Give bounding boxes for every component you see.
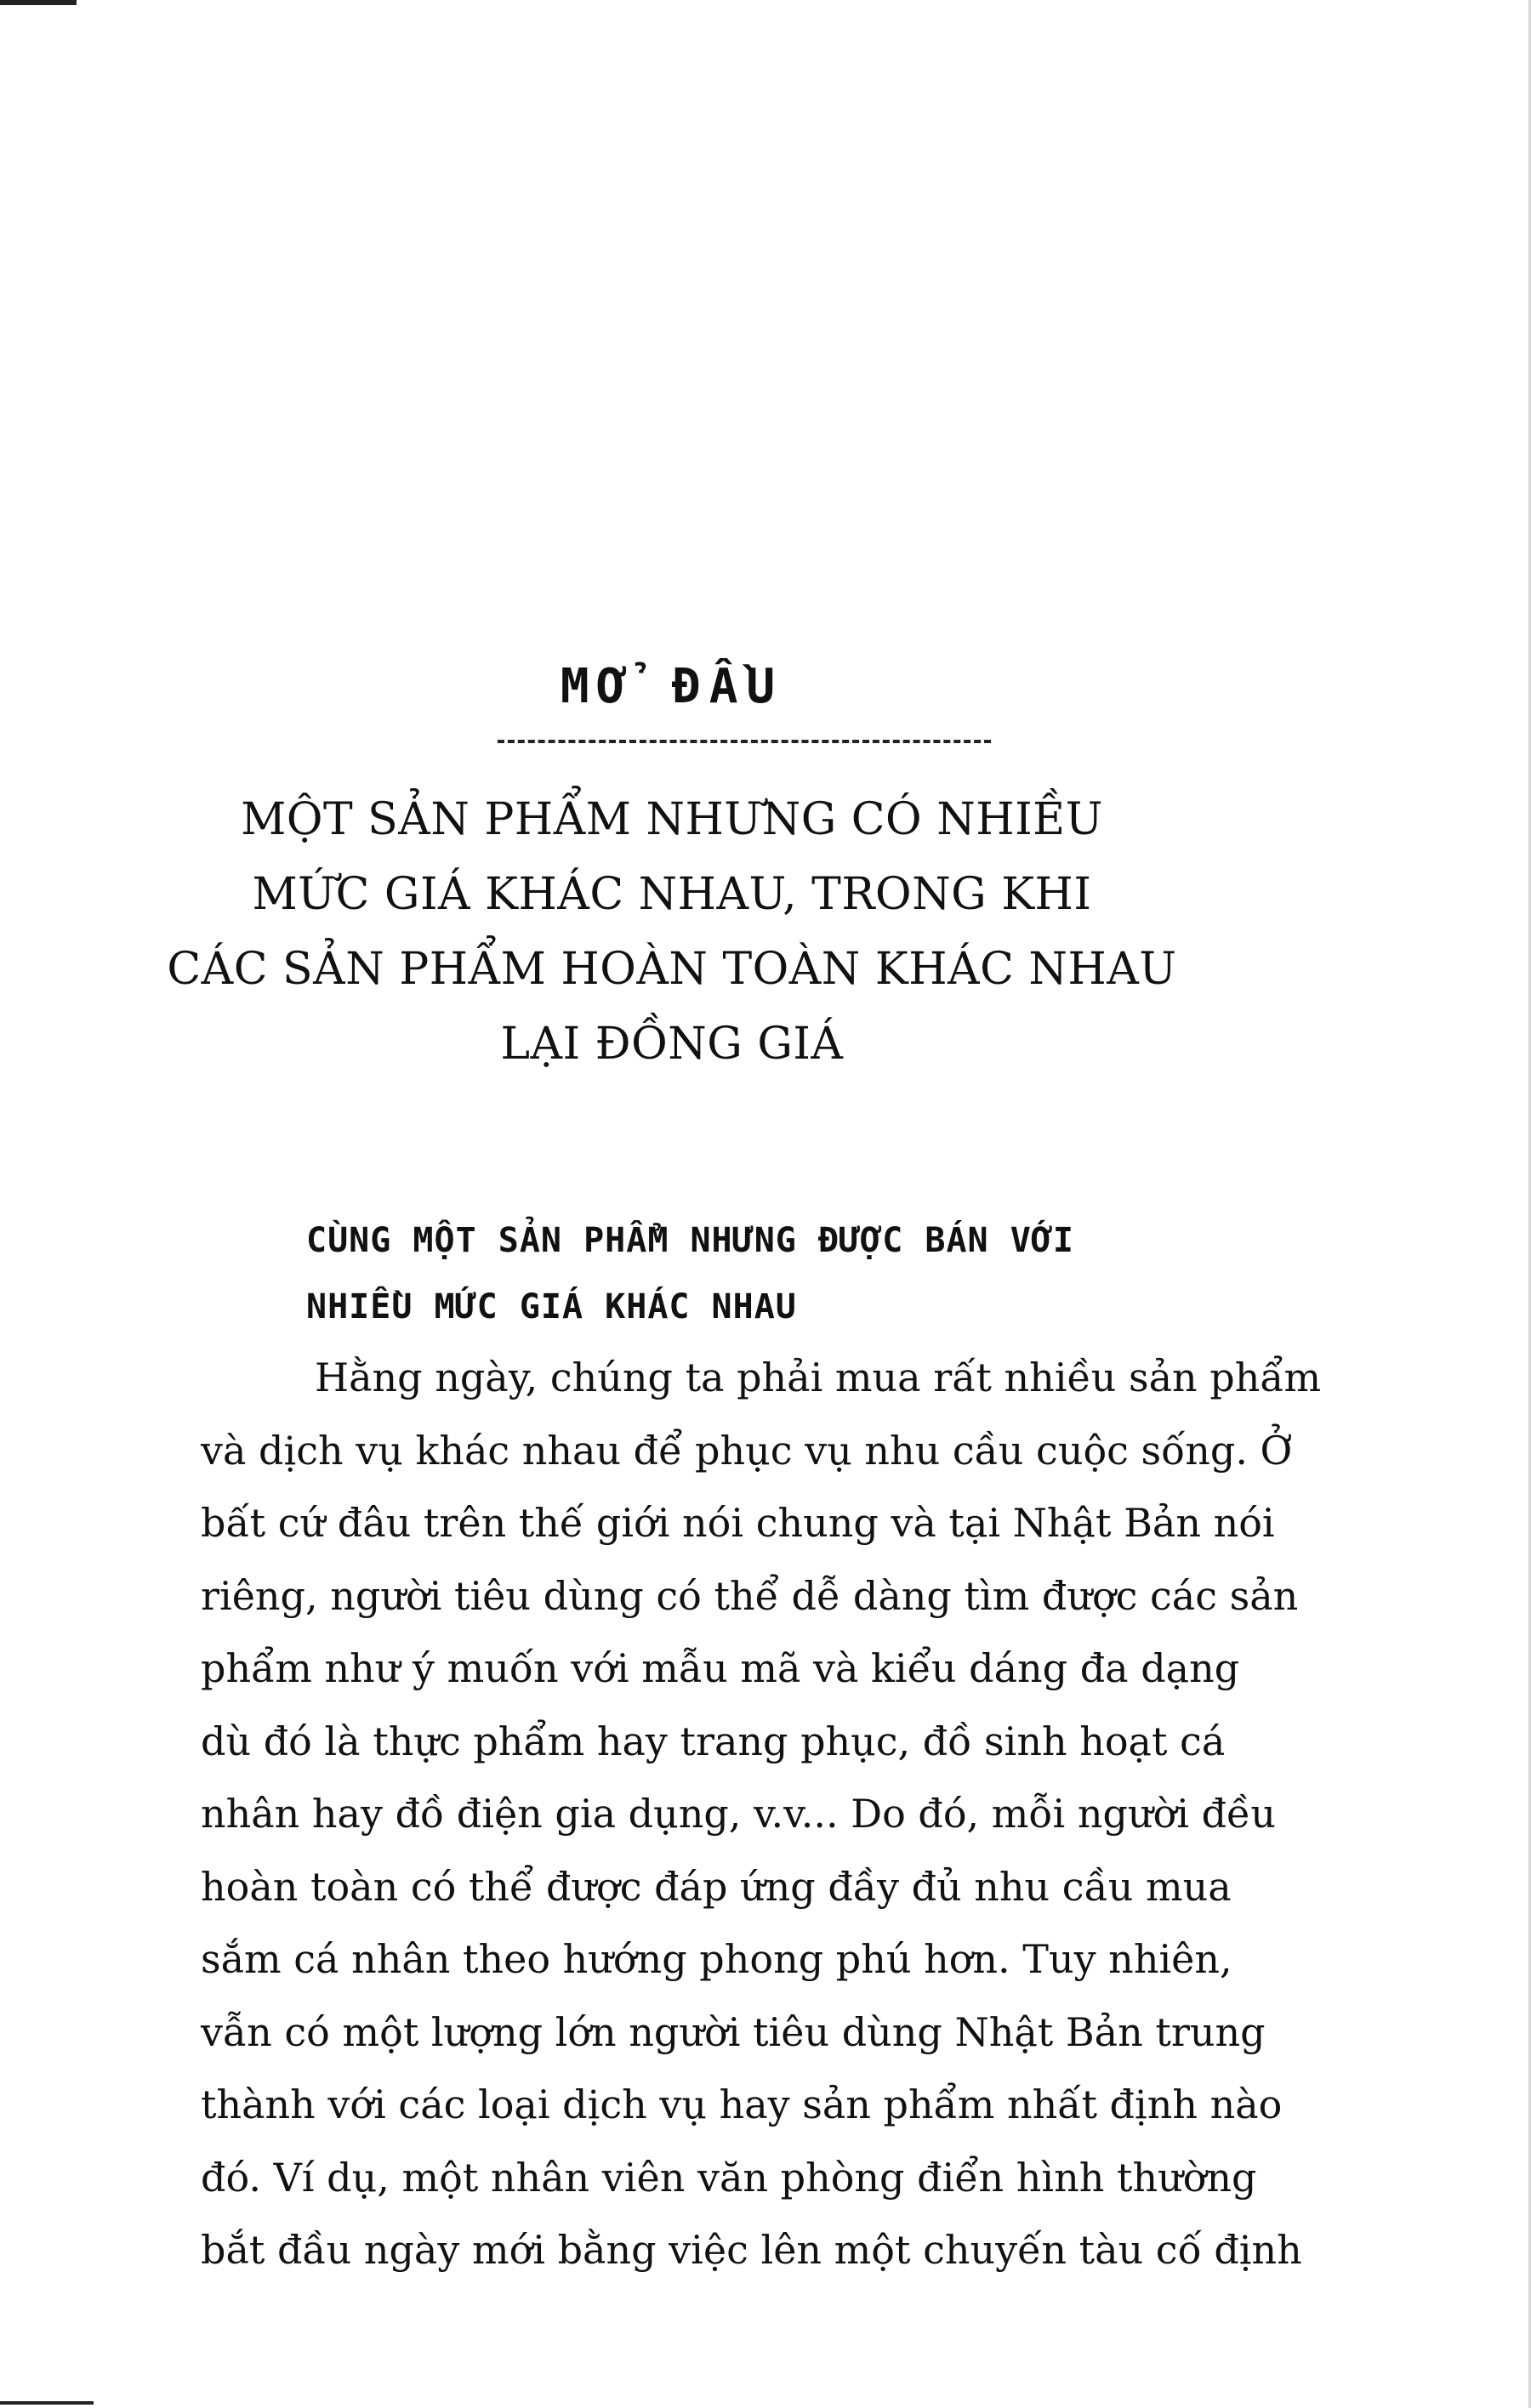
body-line: Hằng ngày, chúng ta phải mua rất nhiều sản phẩm xyxy=(315,1354,1322,1400)
chapter-title-line: LẠI ĐỒNG GIÁ xyxy=(500,1019,844,1070)
body-line: sắm cá nhân theo hướng phong phú hơn. Tuy nhiên, xyxy=(201,1936,1232,1982)
body-line: phẩm như ý muốn với mẫu mã và kiểu dáng đa dạng xyxy=(201,1645,1240,1691)
chapter-title-line: MỨC GIÁ KHÁC NHAU, TRONG KHI xyxy=(252,869,1092,920)
scan-edge-mark-bottom xyxy=(0,2401,94,2405)
dashed-divider xyxy=(498,740,991,743)
body-paragraph xyxy=(201,1342,1322,2287)
body-line: riêng, người tiêu dùng có thể dễ dàng tìm được các sản xyxy=(201,1572,1299,1619)
chapter-title xyxy=(136,782,1208,1082)
chapter-title-line: CÁC SẢN PHẨM HOÀN TOÀN KHÁC NHAU xyxy=(167,944,1177,995)
body-line: vẫn có một lượng lớn người tiêu dùng Nhật Bản trung xyxy=(201,2008,1266,2055)
body-line: dù đó là thực phẩm hay trang phục, đồ sinh hoạt cá xyxy=(201,1718,1226,1764)
body-line: nhân hay đồ điện gia dụng, v.v... Do đó, mỗi người đều xyxy=(201,1791,1276,1837)
chapter-title-line: MỘT SẢN PHẨM NHƯNG CÓ NHIỀU xyxy=(241,794,1103,845)
body-line: đó. Ví dụ, một nhân viên văn phòng điển hình thường xyxy=(201,2154,1257,2201)
body-line: và dịch vụ khác nhau để phục vụ nhu cầu cuộc sống. Ở xyxy=(201,1427,1293,1474)
body-line: thành với các loại dịch vụ hay sản phẩm nhất định nào xyxy=(201,2081,1283,2127)
section-heading-line: CÙNG MỘT SẢN PHẨM NHƯNG ĐƯỢC BÁN VỚI xyxy=(306,1221,1074,1260)
body-line: bắt đầu ngày mới bằng việc lên một chuyến tàu cố định xyxy=(201,2227,1302,2273)
body-line: bất cứ đâu trên thế giới nói chung và tại Nhật Bản nói xyxy=(201,1500,1275,1546)
section-heading-line: NHIỀU MỨC GIÁ KHÁC NHAU xyxy=(306,1287,797,1326)
body-line: hoàn toàn có thể được đáp ứng đầy đủ nhu cầu mua xyxy=(201,1863,1232,1910)
section-heading xyxy=(306,1207,1327,1340)
chapter-label: MỞ ĐẦU xyxy=(560,659,784,714)
scan-edge-mark-top xyxy=(0,0,77,5)
